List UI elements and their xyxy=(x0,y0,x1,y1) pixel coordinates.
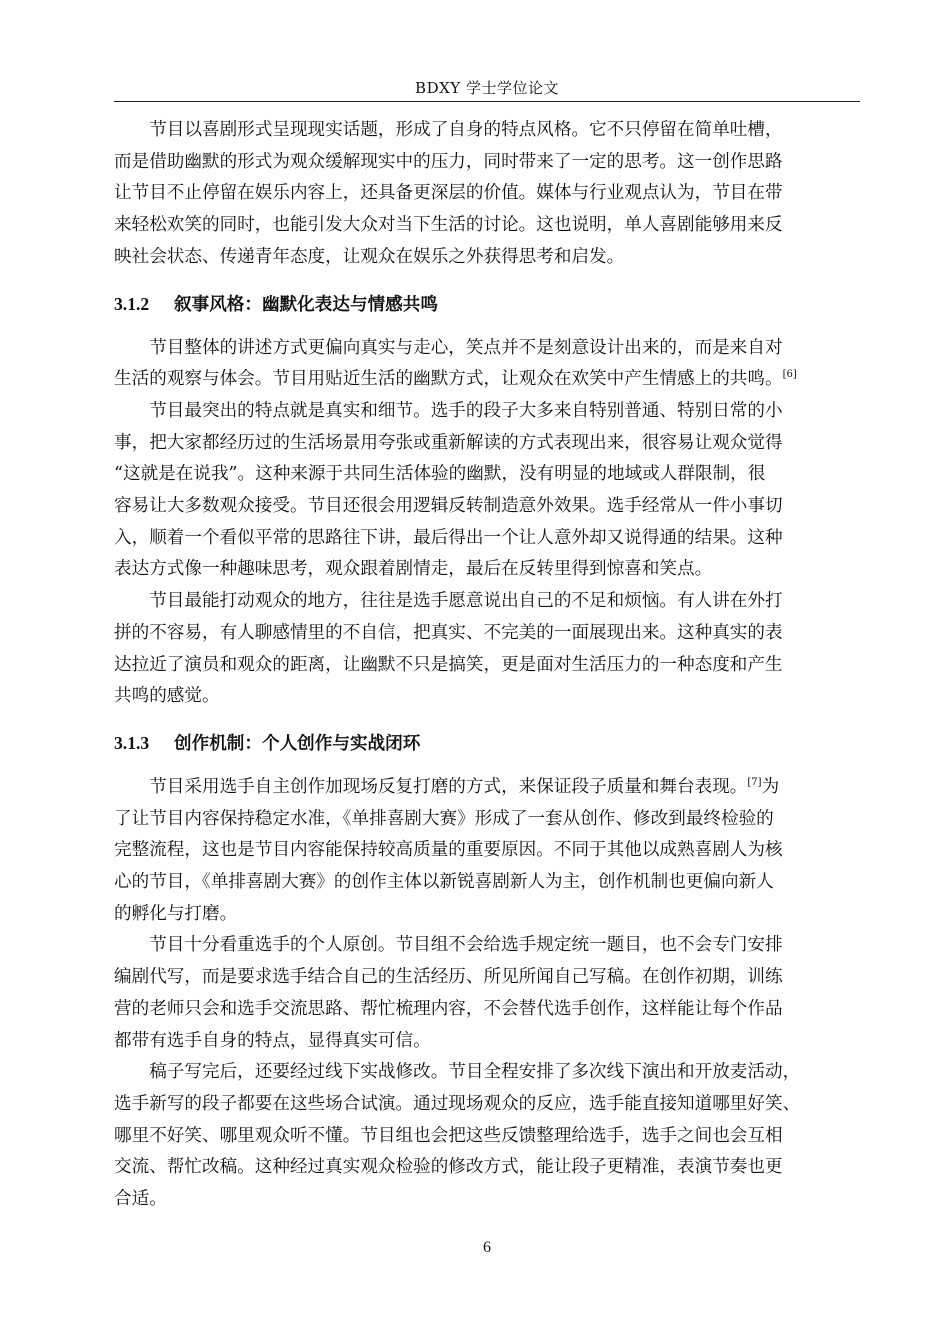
text-line: 映社会状态、传递青年态度，让观众在娱乐之外获得思考和启发。 xyxy=(114,246,625,267)
text-line-content: 节目采用选手自主创作加现场反复打磨的方式，来保证段子质量和舞台表现。 xyxy=(149,776,748,797)
text-line: 达拉近了演员和观众的距离，让幽默不只是搞笑，更是面对生活压力的一种态度和产生 xyxy=(114,654,783,675)
paragraph-7 xyxy=(114,1057,860,1216)
text-line-tail: 为 xyxy=(761,776,780,797)
section-number: 3.1.3 xyxy=(114,732,150,753)
paragraph-6 xyxy=(114,930,860,1057)
text-line: 事，把大家都经历过的生活场景用夸张或重新解读的方式表现出来，很容易让观众觉得 xyxy=(114,432,783,453)
text-line: 容易让大多数观众接受。节目还很会用逻辑反转制造意外效果。选手经常从一件小事切 xyxy=(114,496,783,517)
text-line-content: 生活的观察与体会。节目用贴近生活的幽默方式，让观众在欢笑中产生情感上的共鸣。 xyxy=(114,369,783,390)
text-line: 节目以喜剧形式呈现现实话题，形成了自身的特点风格。它不只停留在简单吐槽， xyxy=(149,120,783,140)
text-line: 合适。 xyxy=(114,1189,167,1210)
text-line: 拼的不容易，有人聊感情里的不自信，把真实、不完美的一面展现出来。这种真实的表 xyxy=(114,622,783,643)
section-heading-3-1-3 xyxy=(114,729,860,758)
text-line: 都带有选手自身的特点，显得真实可信。 xyxy=(114,1030,431,1051)
paragraph-1 xyxy=(114,115,860,274)
text-line: 来轻松欢笑的同时，也能引发大众对当下生活的讨论。这也说明，单人喜剧能够用来反 xyxy=(114,215,783,236)
text-line: 表达方式像一种趣味思考，观众跟着剧情走，最后在反转里得到惊喜和笑点。 xyxy=(114,559,713,580)
paragraph-3 xyxy=(114,396,860,586)
section-heading-3-1-2 xyxy=(114,290,860,319)
text-line xyxy=(114,364,860,396)
text-line: 节目最能打动观众的地方，往往是选手愿意说出自己的不足和烦恼。有人讲在外打 xyxy=(149,591,783,612)
running-header: BDXY 学士学位论文 xyxy=(415,79,559,97)
page-number: 6 xyxy=(483,1239,491,1256)
text-line: 让节目不止停留在娱乐内容上，还具备更深层的价值。媒体与行业观点认为，节目在带 xyxy=(114,183,783,204)
paragraph-2 xyxy=(114,333,860,396)
text-line: 选手新写的段子都要在这些场合试演。通过现场观众的反应，选手能直接知道哪里好笑、 xyxy=(114,1093,801,1114)
text-line: 节目最突出的特点就是真实和细节。选手的段子大多来自特别普通、特别日常的小 xyxy=(149,400,783,421)
text-line xyxy=(114,772,860,804)
text-line: 编剧代写，而是要求选手结合自己的生活经历、所见所闻自己写稿。在创作初期，训练 xyxy=(114,967,783,988)
text-line: 入，顺着一个看似平常的思路往下讲，最后得出一个让人意外却又说得通的结果。这种 xyxy=(114,527,783,548)
text-line: 共鸣的感觉。 xyxy=(114,686,220,707)
text-line: 心的节目，《单排喜剧大赛》的创作主体以新锐喜剧新人为主，创作机制也更偏向新人 xyxy=(114,872,774,893)
header-rule xyxy=(114,101,860,102)
text-line: 的孵化与打磨。 xyxy=(114,903,238,924)
text-line: 营的老师只会和选手交流思路、帮忙梳理内容，不会替代选手创作，这样能让每个作品 xyxy=(114,998,783,1019)
section-title: 创作机制：个人创作与实战闭环 xyxy=(174,733,421,754)
section-title: 叙事风格：幽默化表达与情感共鸣 xyxy=(174,294,438,315)
text-line: 交流、帮忙改稿。这种经过真实观众检验的修改方式，能让段子更精准，表演节奏也更 xyxy=(114,1157,783,1178)
text-line: 节目整体的讲述方式更偏向真实与走心，笑点并不是刻意设计出来的，而是来自对 xyxy=(149,337,783,358)
text-line: 了让节目内容保持稳定水准，《单排喜剧大赛》形成了一套从创作、修改到最终检验的 xyxy=(114,808,774,829)
text-line: 而是借助幽默的形式为观众缓解现实中的压力，同时带来了一定的思考。这一创作思路 xyxy=(114,151,783,172)
paragraph-4 xyxy=(114,586,860,713)
citation-mark: [6] xyxy=(782,369,797,381)
text-line: “这就是在说我”。这种来源于共同生活体验的幽默，没有明显的地域或人群限制，很 xyxy=(114,464,766,485)
paragraph-5 xyxy=(114,772,860,931)
page-body xyxy=(114,115,860,1216)
section-number: 3.1.2 xyxy=(114,293,150,314)
text-line: 哪里不好笑、哪里观众听不懂。节目组也会把这些反馈整理给选手，选手之间也会互相 xyxy=(114,1125,783,1146)
text-line: 稿子写完后，还要经过线下实战修改。节目全程安排了多次线下演出和开放麦活动， xyxy=(149,1062,801,1083)
text-line: 完整流程，这也是节目内容能保持较高质量的重要原因。不同于其他以成熟喜剧人为核 xyxy=(114,840,783,861)
text-line: 节目十分看重选手的个人原创。节目组不会给选手规定统一题目，也不会专门安排 xyxy=(149,935,783,956)
citation-mark: [7] xyxy=(747,777,762,789)
